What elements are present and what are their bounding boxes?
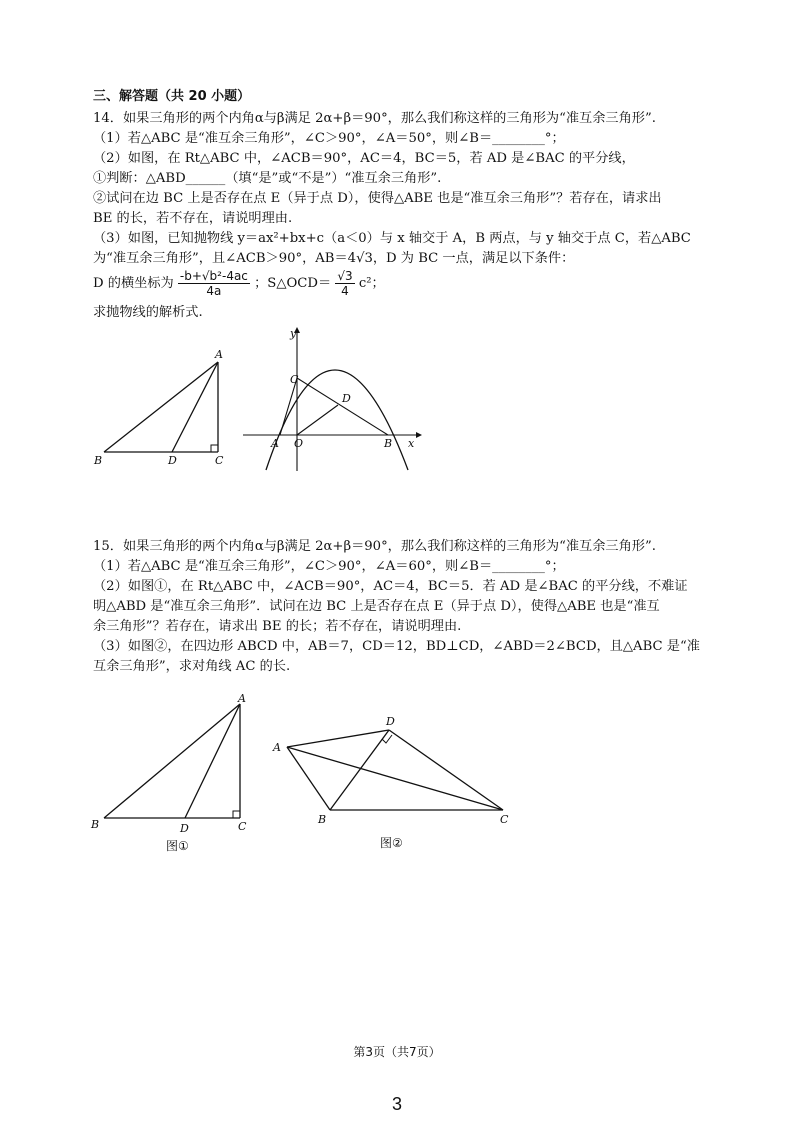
label-A2: A — [271, 437, 279, 450]
q14-line-9-text-a: D 的横坐标为 — [93, 276, 174, 291]
q14-line-3: （2）如图，在 Rt△ABC 中，∠ACB＝90°，AC＝4，BC＝5，若 AD 是∠BAC 的平分线， — [93, 151, 635, 166]
fraction-denominator: 4a — [206, 284, 222, 298]
label-C2: C — [290, 373, 299, 386]
label-D2: D — [342, 392, 351, 405]
q14-line-9-text-b: ；S△OCD＝ — [254, 276, 332, 291]
label-B4: B — [318, 813, 327, 826]
q14-line-1: 14．如果三角形的两个内角α与β满足 2α+β＝90°，那么我们称这样的三角形为“准互余三角形”. — [93, 111, 656, 126]
q15-figure-2 — [268, 705, 523, 855]
q15-figure-1 — [88, 690, 258, 860]
q14-line-2: （1）若△ABC 是“准互余三角形”，∠C＞90°，∠A＝50°，则∠B＝________°； — [93, 131, 565, 146]
q14-line-7: （3）如图，已知抛物线 y＝ax²+bx+c（a＜0）与 x 轴交于 A，B 两点，与 y 轴交于点 C，若△ABC — [93, 231, 691, 246]
figure-2-caption: 图② — [380, 836, 403, 850]
q14-line-4: ①判断：△ABD______（填“是”或“不是”）“准互余三角形”. — [93, 171, 442, 186]
label-C4: C — [500, 813, 509, 826]
x-coordinate-fraction — [178, 269, 250, 298]
section-title: 三、解答题（共 20 小题） — [93, 89, 251, 104]
q15-line-3: （2）如图①，在 Rt△ABC 中，∠ACB＝90°，AC＝4，BC＝5．若 AD 是∠BAC 的平分线，不难证 — [93, 579, 688, 594]
label-A4: A — [273, 741, 281, 754]
label-B: B — [94, 454, 103, 467]
label-A: A — [215, 348, 223, 361]
fraction2-denominator: 4 — [341, 284, 349, 298]
label-D3: D — [180, 822, 189, 835]
q14-parabola-figure — [238, 325, 423, 475]
page-number: 3 — [391, 1094, 402, 1114]
q14-line-6: BE 的长，若不存在，请说明理由. — [93, 211, 293, 226]
fraction2-numerator: √3 — [337, 269, 353, 283]
q14-line-5: ②试问在边 BC 上是否存在点 E（异于点 D），使得△ABE 也是“准互余三角形”？若存在，请求出 — [93, 191, 662, 206]
q15-line-6: （3）如图②，在四边形 ABCD 中，AB＝7，CD＝12，BD⊥CD，∠ABD＝2∠BCD，且△ABC 是“准 — [93, 639, 700, 654]
label-B3: B — [91, 818, 100, 831]
q15-line-2: （1）若△ABC 是“准互余三角形”，∠C＞90°，∠A＝60°，则∠B＝________°； — [93, 559, 565, 574]
q14-right-triangle-figure — [90, 340, 240, 470]
label-C3: C — [238, 820, 247, 833]
label-B2: B — [384, 437, 393, 450]
q15-line-1: 15．如果三角形的两个内角α与β满足 2α+β＝90°，那么我们称这样的三角形为“准互余三角形”. — [93, 539, 656, 554]
figure-1-caption: 图① — [166, 839, 189, 853]
q15-line-4: 明△ABD 是“准互余三角形”．试问在边 BC 上是否存在点 E（异于点 D），使得△ABE 也是“准互 — [93, 599, 660, 614]
q14-line-8: 为“准互余三角形”，且∠ACB＞90°，AB＝4√3，D 为 BC 一点，满足以下条件： — [93, 251, 575, 266]
q14-line-10: 求抛物线的解析式. — [93, 305, 203, 320]
fraction-numerator: -b+√b²-4ac — [179, 269, 248, 283]
q15-line-5: 余三角形”？若存在，请求出 BE 的长；若不存在，请说明理由. — [93, 619, 462, 634]
label-C: C — [215, 454, 224, 467]
q14-line-9 — [93, 268, 385, 300]
label-O: O — [294, 437, 304, 450]
q14-line-9-text-c: c²； — [358, 276, 385, 291]
label-A3: A — [238, 692, 246, 705]
label-D4: D — [386, 715, 395, 728]
q15-line-7: 互余三角形”，求对角线 AC 的长. — [93, 659, 291, 674]
label-y: y — [290, 327, 297, 340]
label-x: x — [408, 437, 415, 450]
area-fraction — [335, 269, 354, 298]
page-footer: 第3页（共7页） — [353, 1045, 441, 1059]
label-D: D — [168, 454, 177, 467]
